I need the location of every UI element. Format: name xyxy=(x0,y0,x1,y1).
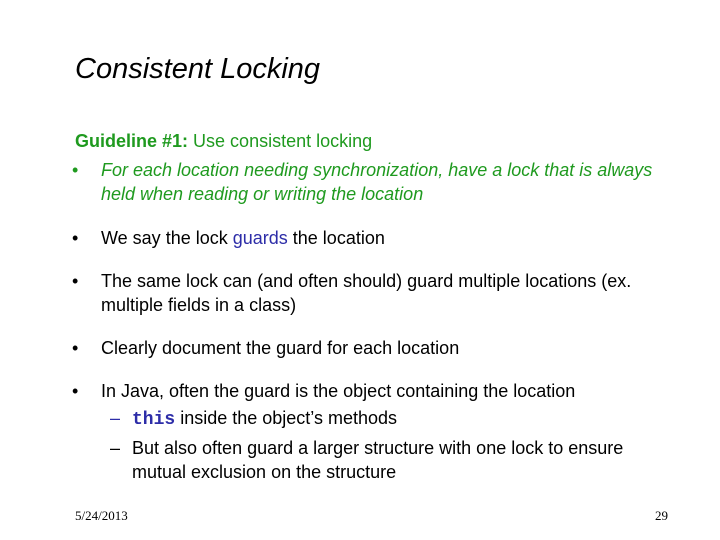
bullet-text-before: We say the lock xyxy=(101,228,233,248)
guideline-label: Guideline #1: xyxy=(75,131,189,151)
bullet-text-after: the location xyxy=(287,228,385,248)
guards-keyword: guards xyxy=(232,228,288,248)
bullet-text: The same lock can (and often should) guard multiple locations (ex. multiple fields in a class) xyxy=(101,271,632,315)
sub-item-text xyxy=(132,406,652,432)
bullet-marker: • xyxy=(72,271,79,291)
bullet-marker: • xyxy=(72,160,79,180)
bullet-marker: • xyxy=(72,381,79,401)
guideline-line xyxy=(75,131,372,152)
slide-title: Consistent Locking xyxy=(75,53,321,85)
sub-item-text: But also often guard a larger structure with one lock to ensure mutual exclusion on the structure xyxy=(132,438,624,482)
bullet-text: Clearly document the guard for each location xyxy=(101,338,460,358)
footer-date: 5/24/2013 xyxy=(75,508,128,523)
bullet-marker: • xyxy=(72,228,79,248)
guideline-text: Use consistent locking xyxy=(193,131,373,151)
sub-item-marker: – xyxy=(110,408,121,428)
sub-item-marker: – xyxy=(110,438,121,458)
bullet-text xyxy=(101,226,681,250)
code-keyword-this: this xyxy=(132,410,176,430)
bullet-text: In Java, often the guard is the object containing the location xyxy=(101,381,576,401)
page-number: 29 xyxy=(655,508,668,523)
bullet-marker: • xyxy=(72,338,79,358)
sub-item-text-rest: inside the object’s methods xyxy=(175,408,398,428)
bullet-text: For each location needing synchronization, have a lock that is always held when reading or writing the location xyxy=(101,160,653,204)
